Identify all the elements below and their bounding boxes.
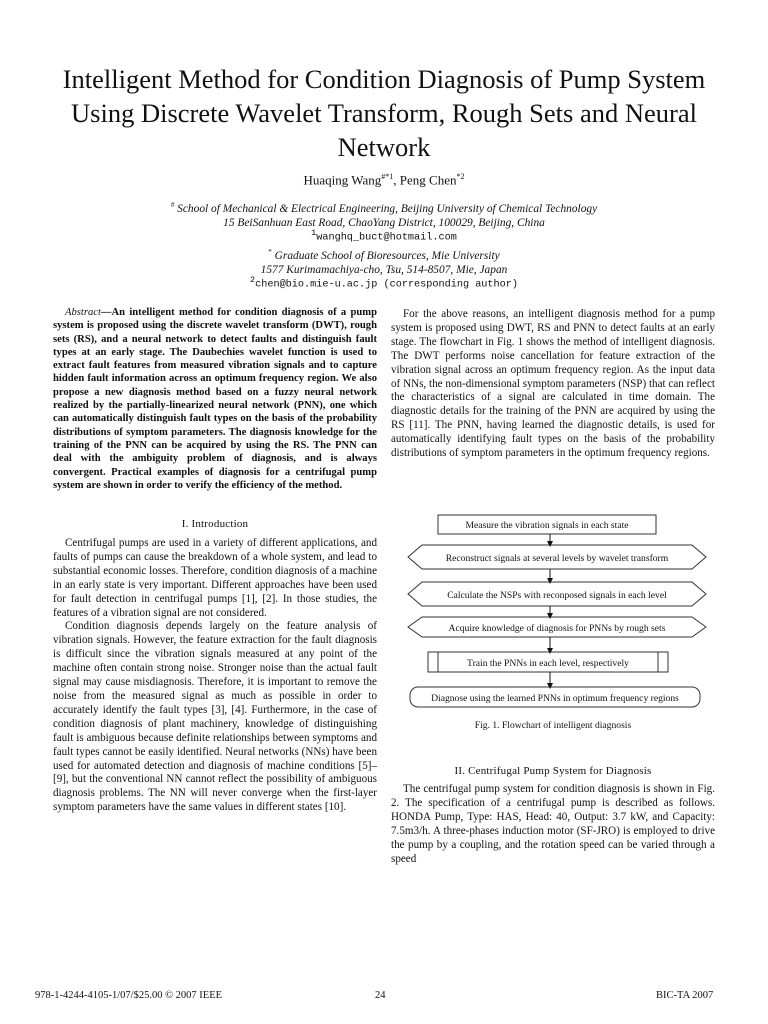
affiliation-2 (0, 245, 768, 277)
abstract-lead: Abstract (65, 307, 101, 318)
email-mark: 2 (250, 275, 256, 285)
author-separator: , (393, 172, 400, 188)
affiliation-line: Graduate School of Bioresources, Mie University (274, 249, 500, 262)
email-mark: 1 (311, 228, 317, 238)
footer-conference: BIC-TA 2007 (656, 990, 714, 1001)
flowchart-figure (404, 510, 710, 715)
author-mark: *2 (456, 172, 465, 181)
affiliation-1 (0, 198, 768, 230)
affiliation-mark: * (268, 248, 272, 256)
flow-step-label: Diagnose using the learned PNNs in optimum frequency regions (431, 693, 679, 704)
flow-step-label: Measure the vibration signals in each state (465, 520, 629, 531)
author-mark: #*1 (381, 172, 394, 181)
email-address: wanghq_buct@hotmail.com (316, 232, 457, 244)
figure-caption: Fig. 1. Flowchart of intelligent diagnosis (474, 720, 632, 731)
affiliation-line: School of Mechanical & Electrical Engineering, Beijing University of Chemical Technology (177, 202, 598, 215)
paragraph: For the above reasons, an intelligent diagnosis method for a pump system is proposed using DWT, RS and PNN to detect faults at an early stage. The flowchart in Fig. 1 shows the method of intelligent diagnosis. The DWT performs noise cancellation for feature extraction of the vibration signal across an optimum frequency region. As the input data of NNs, the non-dimensional symptom parameters (NSP) that can reflect the characteristics of a signal are calculated in time domain. The diagnostic details for the training of the PNN are acquired by using the RS [11]. The PNN, having learned the diagnostic details, is used for automatically identifying fault types on the basis of the probability distributions of symptom parameters in the optimum frequency regions. (391, 308, 715, 460)
paragraph: The centrifugal pump system for condition diagnosis is shown in Fig. 2. The specification of a centrifugal pump is described as follows. HONDA Pump, Type: HAS, Head: 40, Output: 3.7 kW, and Capacity: 7.5m3/h. A three-phases induction motor (SF-JRO) is employed to drive the pump by a coupling, and the rotation speed can be varied through a speed (391, 783, 715, 865)
flow-step-label: Reconstruct signals at several levels by wavelet transform (445, 553, 669, 564)
author-line (0, 172, 768, 188)
author-name: Peng Chen (399, 172, 457, 188)
paragraph: Centrifugal pumps are used in a variety of different applications, and faults of pumps can cause the breakdown of a whole system, and lead to substantial economic losses. Therefore, condition diagnosis of a machine in an early state is very important. Different approaches have been used for fault detection in centrifugal pumps [1], [2]. In those studies, the features of a vibration signal are not considered. (53, 537, 377, 619)
affiliation-line: 1577 Kurimamachiya-cho, Tsu, 514-8507, Mie, Japan (260, 263, 508, 276)
author-name: Huaqing Wang (303, 172, 382, 188)
flow-step-label: Calculate the NSPs with reconposed signals in each level (447, 590, 667, 601)
affiliation-line: 15 BeiSanhuan East Road, ChaoYang District, 100029, Beijing, China (223, 216, 545, 229)
footer-copyright: 978-1-4244-4105-1/07/$25.00 © 2007 IEEE (35, 990, 223, 1001)
flow-step-label: Acquire knowledge of diagnosis for PNNs by rough sets (448, 623, 666, 634)
paper-title: Intelligent Method for Condition Diagnosis of Pump System Using Discrete Wavelet Transform, Rough Sets and Neural Network (62, 64, 706, 162)
abstract (53, 306, 377, 492)
affiliation-mark: # (170, 201, 175, 209)
flow-step-label: Train the PNNs in each level, respectively (467, 658, 629, 669)
introduction-body (53, 537, 377, 815)
section2-body (391, 783, 715, 866)
paragraph: Condition diagnosis depends largely on the feature analysis of vibration signals. However, the feature extraction for the fault diagnosis is difficult since the vibration signals measured at any point of the machine often contain strong noise. Stronger noise than the actual fault signal may cause misdiagnosis. Therefore, it is important to remove the noise from the measured signal as much as possible in order to accurately identify the fault types [3], [4]. Furthermore, in the case of condition diagnosis of plant machinery, knowledge of distinguishing fault is ambiguous because definite relationships between symptoms and fault types cannot be easily identified. Neural networks (NNs) have been used for automated detection and diagnosis of machine conditions [5]–[9], but the conventional NN cannot reflect the possibility of ambiguous diagnosis problems. The NN will never converge when the first-layer symptom parameters have the same values in different states [10]. (53, 620, 377, 814)
email-2 (0, 275, 768, 290)
section-heading: II. Centrifugal Pump System for Diagnosis (454, 765, 652, 777)
email-address: chen@bio.mie-u.ac.jp (corresponding author) (255, 279, 518, 291)
section-heading: I. Introduction (181, 518, 249, 530)
abstract-text: —An intelligent method for condition diagnosis of a pump system is proposed using the discrete wavelet transform (DWT), rough sets (RS), and a neural network to detect faults and distinguish fault types at an early stage. The Daubechies wavelet function is used to extract fault features from measured vibration signals and to capture hidden fault information across an optimum frequency region. We also propose a new diagnosis method based on a fuzzy neural network realized by the partially-linearized neural network (PNN), one which can automatically distinguish fault types on the basis of the probability distributions of symptom parameters. The diagnosis knowledge for the training of the PNN can be acquired by using the RS. The PNN can deal with the ambiguity problem of diagnosis, and is always convergent. Practical examples of diagnosis for a centrifugal pump system are shown in order to verify the efficiency of the method. (53, 307, 377, 491)
right-column-intro (391, 308, 715, 461)
email-1 (0, 228, 768, 243)
page-number: 24 (375, 990, 386, 1001)
